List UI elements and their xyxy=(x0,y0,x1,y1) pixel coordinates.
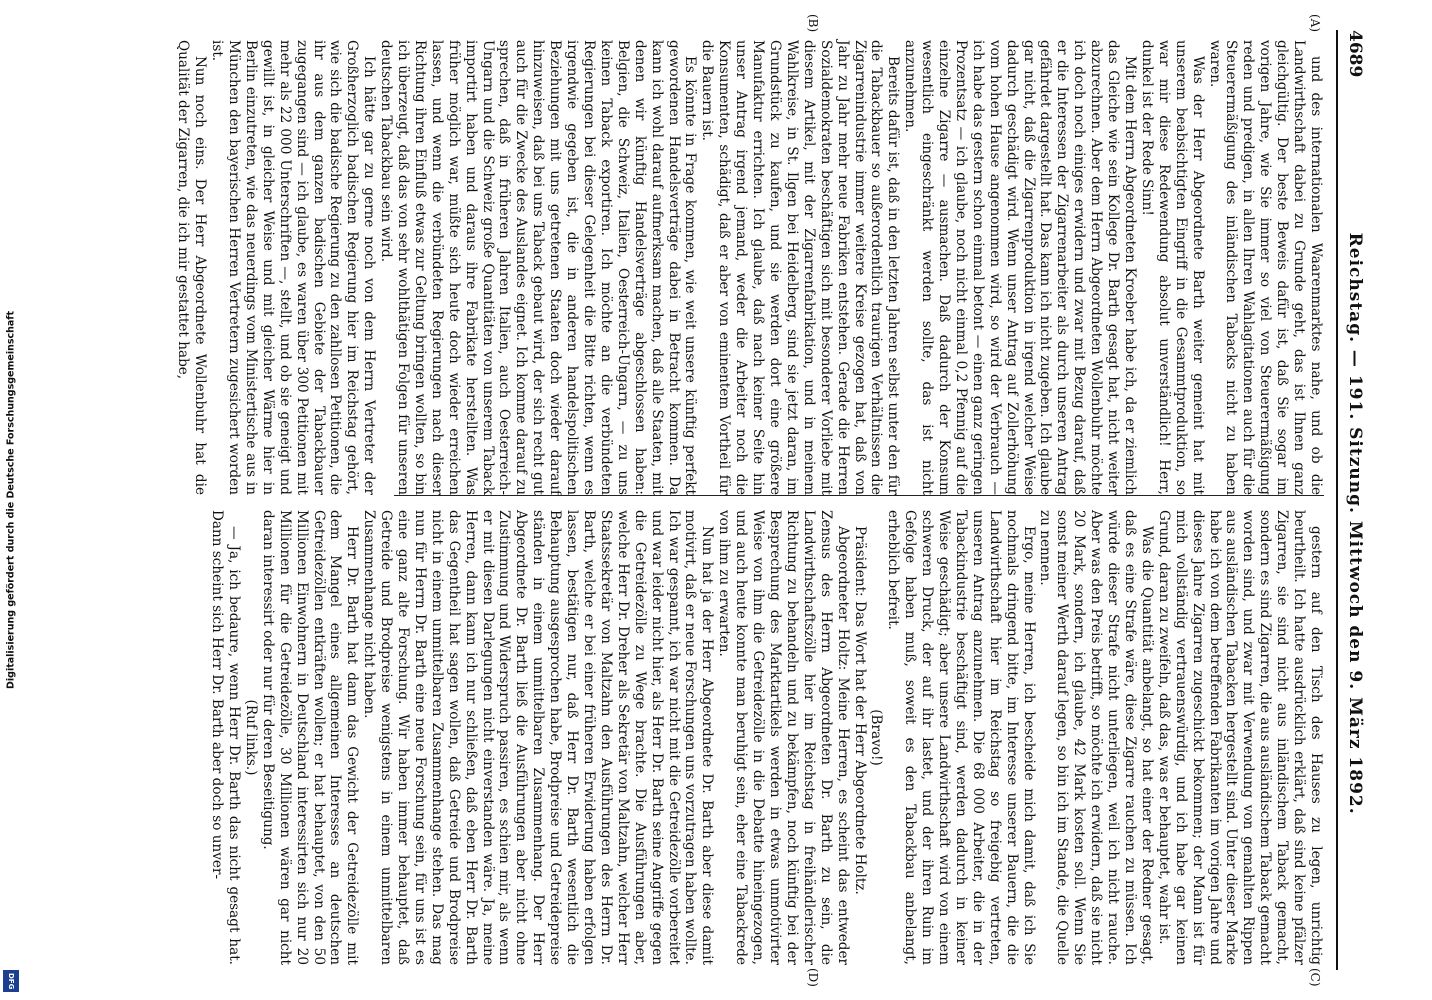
newspaper-page xyxy=(90,0,1380,1000)
applause-note: (Bravo!) xyxy=(868,709,885,766)
interjection-note: (Ruf links.) xyxy=(242,699,259,776)
paragraph: Nun hat ja der Herr Abgeordnete Dr. Barth aber diese damit motivirt, daß er neue Forschungen uns vorzutragen haben wollte. Ich war gespannt, ich war nicht mit die Getreidezölle vorbereitet und war leider nicht hier, als Herr Dr. Barth seine Angriffe gegen die Getreidezölle zu Wege brachte. Die Ausführungen aber, welche Herr Dr. Dreher als Sekretär von Maltzahn, welcher Herr Staatssekretär von Maltzahn den Ausführungen des Herrn Dr. Barth, welche er bei einer früheren Erwiderung haben erfolgen lassen, bestätigen nur, daß Herr Dr. Barth wesentlich die Behauptung ausgesprochen habe, Brodpreise und Getreidepreise ständen in einem unmittelbaren Zusammenhang. Der Herr Abgeordnete Dr. Barth ließ die Ausführungen aber nicht ohne Zustimmung und Widerspruch passiren, es schien mir, als wenn er mit diesen Darlegungen nicht einverstanden wäre. Ja, meine Herren, dann kann ich nur schließen, daß eben Herr Dr. Barth das Gegentheil hat sagen wollen, daß Getreide und Brodpreise nicht in einem unmittelbaren Zusammenhange stehen. Das mag nun für Herrn Dr. Barth eine neue Forschung sein, für uns ist es eine ganz alte Forschung. Wir haben immer behauptet, daß Getreide und Brodpreise wenigstens in einem unmittelbaren Zusammenhange nicht haben. xyxy=(361,510,716,965)
page-number: 4689 xyxy=(1345,30,1365,78)
paragraph: Bereits dafür ist, daß in den letzten Jahren selbst unter den für die Tabackbauer so außerordentlich traurigen Verhältnissen die Zigarrenindustrie immer weitere Kreise gezogen hat, daß von Jahr zu Jahr mehr neue Fabriken entstehen. Gerade die Herren Sozialdemokraten beschäftigen sich mit besonderer Vorliebe mit diesem Artikel, mit der Zigarrenfabrikation, und in meinem Wahlkreise, in St. Ilgen bei Heidelberg, sind sie jetzt daran, im Grundstück zu kaufen, und sie werden dort eine größere Manufaktur errichten. Ich glaube, daß nach keiner Seite hin unser Antrag irgend jemand, weder die Arbeiter noch die Konsumenten, schädigt, daß er aber von eminentem Vortheil für die Bauern ist. xyxy=(699,40,902,495)
margin-marker-c: (C) xyxy=(1308,968,1322,987)
column-divider xyxy=(394,495,1324,496)
running-title: Reichstag. — 191. Sitzung. Mittwoch den 9. März 1892. xyxy=(1345,232,1365,815)
margin-marker-b: (B) xyxy=(806,14,820,33)
paragraph: — Ja, ich bedaure, wenn Herr Dr. Barth das nicht gesagt hat. Dann scheint sich Herr Dr. Barth aber doch so unver- xyxy=(209,510,242,965)
margin-marker-a: (A) xyxy=(1308,14,1322,33)
paragraph: Herr Dr. Barth hat dann das Gewicht der Getreidezölle mit dem Mangel eines allgemeinen Interesses an deutschen Getreidezöllen entkräften wollen; er hat behauptet, von den 50 Millionen Einwohnern in Deutschland interessirten sich nur 20 Millionen für die Getreidezölle, 30 Millionen wären gar nicht daran interessirt oder nur für deren Beseitigung. xyxy=(259,510,361,965)
paragraph: Es könnte in Frage kommen, wie weit unsere künftig perfekt gewordenen Handelsverträge dabei in Betracht kommen. Da kann ich wohl darauf aufmerksam machen, daß alle Staaten, mit denen wir künftig Handelsverträge abgeschlossen haben: Belgien, die Schweiz, Italien, Oesterreich-Ungarn, — zu uns keinen Taback exportiren. Ich möchte an die verbündeten Regierungen bei dieser Gelegenheit die Bitte richten, wenn es irgendwie gegeben ist, die in anderen handelspolitischen Beziehungen mit uns getretenen Staaten doch wieder darauf hinzuweisen, daß bei uns Taback gebaut wird, der sich recht gut auch für die Zwecke des Auslandes eignet. Ich komme darauf zu sprechen, daß in früheren Jahren Italien, auch Oesterreich-Ungarn und die Schweiz große Quantitäten von unserem Taback importirt haben und daraus ihre Fabrikate herstellten. Was früher möglich war, müßte sich heute doch wieder erreichen lassen, und wenn die verbündeten Regierungen nach dieser Richtung ihren Einfluß etwas zur Geltung bringen wollten, so bin ich überzeugt, daß das von sehr wohlthätigen Folgen für unseren deutschen Tabackbau sein wird. xyxy=(378,40,699,495)
margin-marker-d: (D) xyxy=(806,968,820,987)
paragraph: Nun noch eins. Der Herr Abgeordnete Wollenbuhr hat die Qualität der Zigarren, die ich mir gestattet habe, xyxy=(175,40,209,495)
paragraph: Ich hätte gar zu gerne noch von dem Herrn Vertreter der Großherzoglich badischen Regierung hier im Reichstag gehört, wie sich die badische Regierung zu den zahllosen Petitionen, die ihr aus dem ganzen badischen Gebiete der Tabackbauer zugegangen sind — ich glaube, es waren über 300 Petitionen mit mehr als 22 000 Unterschriften —, stellt, und ob sie geneigt und gewillt ist, in gleicher Weise und mit gleicher Wärme hier in Berlin einzutreten, wie das neuerdings vom Ministertische aus in München den bayerischen Herren Vertretern zugesichert worden ist. xyxy=(209,40,378,495)
right-column xyxy=(209,510,1324,965)
digitization-strip xyxy=(0,0,22,1000)
paragraph: und des internationalen Waarenmarktes nahe, und ob die Landwirthschaft dabei zu Grunde geht, das ist Ihnen ganz gleichgültig. Der beste Beweis dafür ist, daß Sie sogar im vorigen Jahre, wie Sie immer so viel von Steuerermäßigung reden und predigen, in allen Ihren Wahlagitationen auch für die Steuerermäßigung des inländischen Tabacks nicht zu haben waren. xyxy=(1206,40,1324,495)
paragraph: Ergo, meine Herren, ich bescheide mich damit, daß ich Sie nochmals dringend bitte, im Interesse unserer Bauern, die die Landwirthschaft hier im Reichstag so freigebig vertreten, unseren Antrag anzunehmen. Die 68 000 Arbeiter, die in der Tabackindustrie beschäftigt sind, werden dadurch in keiner Weise geschädigt; aber unsere Landwirthschaft wird von einem schweren Druck, der auf ihr lastet, und der ihren Ruin im Gefolge haben muß, soweit es den Tabackbau anbelangt, erheblich befreit. xyxy=(885,510,1037,965)
paragraph: gestern auf den Tisch des Hauses zu legen, unrichtig beurtheilt. Ich hatte ausdrücklich erklärt, daß sind keine pfälzer Zigarren, sie sind nicht aus inländischem Taback gemacht, sondern es sind Zigarren, die aus ausländischem Taback gemacht worden sind, und zwar mit Verwendung von gemahlten Rippen aus ausländischen Tabacken hergestellt sind. Unter dieser Marke habe ich von dem betreffenden Fabrikanten im vorigen Jahre und dieses Jahre Zigarren zugeschickt bekommen; der Mann ist für mich vollständig vertrauenswürdig, und ich habe gar keinen Grund, daran zu zweifeln, daß das, was er behauptet, wahr ist. xyxy=(1155,510,1324,965)
left-column xyxy=(175,40,1324,495)
dfg-logo: DFG xyxy=(3,970,19,992)
paragraph: Was der Herr Abgeordnete Barth weiter gemeint hat mit unserem beabsichtigten Eingriff in die Gesammtproduktion, so war mir diese Redewendung absolut unverständlich! Herr, dunkel ist der Rede Sinn! xyxy=(1138,40,1206,495)
president-line: Präsident: Das Wort hat der Herr Abgeordnete Holtz. xyxy=(851,526,868,895)
page-header xyxy=(1336,30,1372,970)
paragraph: Abgeordneter Holtz: Meine Herren, es scheint das entweder Zensus des Herrn Abgeordneten Dr. Barth zu sein, die Landwirthschaftszölle hier im Reichstag in freihändlerischer Richtung zu behandeln und zu bekämpfen, noch künftig bei der Besprechung des Marktartikels werden in etwas unmotivirter Weise von ihm die Getreidezölle in die Debatte hineingezogen, und auch heute konnte man beruhigt sein, eher eine Tabackrede von ihm zu erwarten. xyxy=(716,510,851,965)
paragraph: Mit dem Herrn Abgeordneten Kroeber habe ich, da er ziemlich das Gleiche wie sein Kollege Dr. Barth gesagt hat, nicht weiter abzurechnen. Aber dem Herrn Abgeordneten Wollenbuhr möchte ich doch noch einiges erwidern und zwar mit Bezug darauf, daß er die Interessen der Zigarrenarbeiter als durch unseren Antrag gefährdet dargestellt hat. Das kann ich nicht zugeben. Ich glaube gar nicht, daß die Zigarrenproduktion in irgend welcher Weise dadurch geschädigt wird. Wenn unser Antrag auf Zollerhöhung vom hohen Hause angenommen wird, so wird der Verbrauch — ich habe das gestern schon einmal betont — einen ganz geringen Prozentsatz — ich glaube, noch nicht einmal 0,2 Pfennig auf die einzelne Zigarre — ausmachen. Daß dadurch der Konsum wesentlich eingeschränkt werden sollte, das ist nicht anzunehmen. xyxy=(902,40,1139,495)
paragraph: Was die Quantität anbelangt, so hat einer der Redner gesagt, daß es eine Strafe wäre, diese Zigarre rauchen zu müssen. Ich würde dieser Strafe nicht unterliegen, weil ich nicht rauche. Aber was den Preis betrifft, so möchte ich erwidern, daß sie nicht 20 Mark, sondern, ich glaube, 42 Mark kosten soll. Wenn Sie sonst meiner Werth darauf legen, so bin ich im Stande, die Quelle zu nennen. xyxy=(1037,510,1155,965)
digitization-note: Digitalisierung gefördert durch die Deutsche Forschungsgemeinschaft xyxy=(5,311,17,689)
